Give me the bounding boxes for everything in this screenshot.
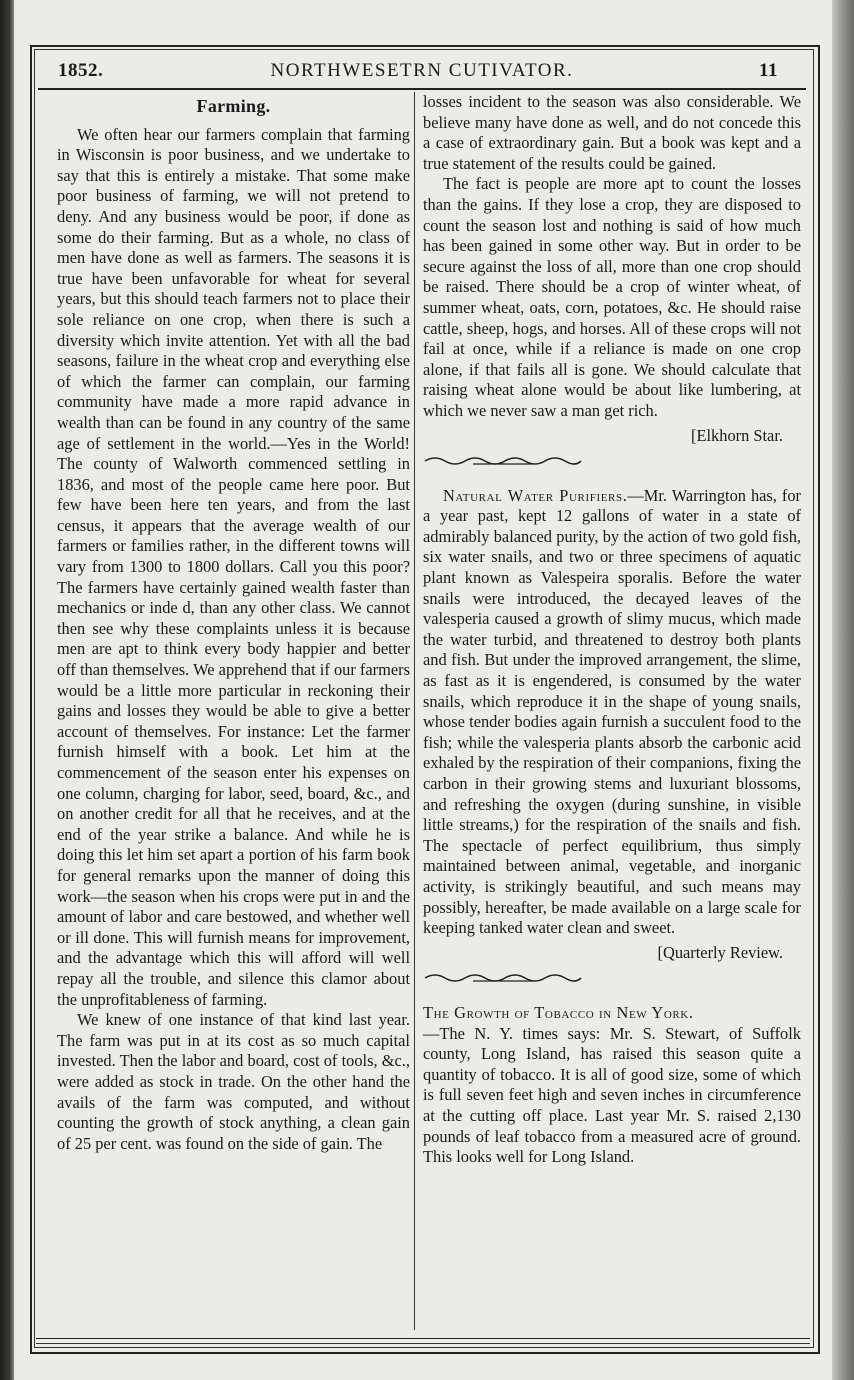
farming-paragraph-2: We knew of one instance of that kind last year. The farm was put in at its cost as so much capital invested. Then the labor and board, cost of tools, &c., were added as stock in trade. On the other hand the avails of the farm was computed, and without counting the growth of stock anything, a clean gain of 25 per cent. was found on the side of gain. The (57, 1010, 410, 1153)
water-purifiers-body: —Mr. Warrington has, for a year past, kept 12 gallons of water in a state of admirably balanced purity, by the action of two gold fish, six water snails, and two or three specimens of aquatic plant known as Valespeira sporalis. Before the water snails were introduced, the decayed leaves of the valesperia caused a growth of slimy mucus, which made the water turbid, and threatened to destroy both plants and fish. But under the improved arrangement, the slime, as fast as it is engendered, is consumed by the water snails, which reproduce it in the shape of young snails, whose tender bodies again furnish a succulent food to the fish; while the valesperia plants absorb the carbonic acid exhaled by the respiration of their companions, fixing the carbon in their growing stems and luxuriant blossoms, and refreshing the oxygen (during sunshine, in visible little streams,) for the respiration of the snails and fish. The spectacle of perfect equilibrium, thus simply maintained between animal, vegetable, and inorganic activity, is strikingly beautiful, and such means may possibly, hereafter, be made available on a large scale for keeping tanked water clean and sweet. (423, 485, 801, 938)
water-purifiers-heading: Natural Water Purifiers. (443, 485, 628, 505)
scan-left-edge (0, 0, 14, 1380)
tobacco-body: —The N. Y. times says: Mr. S. Stewart, of Suffolk county, Long Island, has raised this season quite a quantity of tobacco. It is all of good size, some of which is full seven feet high and seven inches in circumference at the cutting off place. Last year Mr. S. raised 2,130 pounds of leaf tobacco from a measured acre of ground. This looks well for Long Island. (423, 1023, 801, 1167)
column-separator (414, 92, 415, 1330)
wavy-rule-ornament-2 (423, 971, 583, 985)
right-column (423, 92, 801, 1168)
header-title: NORTHWESETRN CUTIVATOR. (270, 60, 574, 81)
page-number: 11 (759, 60, 778, 81)
header-rule (38, 88, 806, 90)
water-purifiers-article (423, 486, 801, 939)
footer-rule-inner (36, 1343, 810, 1344)
scan-right-edge (832, 0, 854, 1380)
farming-paragraph-3: The fact is people are more apt to count the losses than the gains. If they lose a crop, they are disposed to count the season lost and nothing is said of how much has been gained in some other way. But in order to be secure against the loss of all, more than one crop should be raised. There should be a crop of winter wheat, of summer wheat, oats, corn, potatoes, &c. He should raise cattle, sheep, hogs, and horses. All of these crops will not fail at once, while if a reliance is made on one crop alone, if that fails all is gone. We should calculate that raising wheat alone would be about like lumbering, at which we never saw a man get rich. (423, 174, 801, 420)
signature-elkhorn-star: [Elkhorn Star. (691, 425, 783, 445)
farming-continuation: losses incident to the season was also considerable. We believe many have done as well, and do not concede this a case of extraordinary gain. But a book was kept and a true statement of the results could be gained. (423, 92, 801, 173)
tobacco-heading: The Growth of Tobacco in New York. (423, 1002, 694, 1022)
page-header (36, 58, 808, 86)
signature-quarterly-review: [Quarterly Review. (657, 942, 783, 962)
tobacco-article (423, 1003, 801, 1168)
article-heading-farming: Farming. (196, 96, 271, 116)
header-year: 1852. (58, 60, 104, 81)
footer-rule (36, 1338, 810, 1339)
farming-paragraph-1: We often hear our farmers complain that farming in Wisconsin is poor business, and we undertake to say that this is entirely a mistake. That some make poor business of farming, we will not pretend to deny. And any business would be poor, if done as some do their farming. But as a whole, no class of men have done as well as farmers. The seasons it is true have been unfavorable for wheat for several years, but this should teach farmers not to place their sole reliance on one crop, when there is such a diversity which invite attention. Yet with all the bad seasons, failure in the wheat crop and everything else of which the farmer can complain, our farming community have made a more rapid advance in wealth than can be found in any country of the same age of settlement in the world.—Yes in the World! The county of Walworth commenced settling in 1836, and most of the people came here poor. But few have been here ten years, and from the last census, it appears that the average wealth of our farmers or families rather, in the different towns will vary from 1300 to 1800 dollars. Call you this poor? The farmers have certainly gained wealth faster than mechanics or inde d, than any other class. We cannot then see why these complaints unless it is because men are apt to think every body happier and better off than themselves. We apprehend that if our farmers would be a little more particular in reckoning their gains and losses they would be able to give a better account of themselves. For instance: Let the farmer furnish himself with a book. Let him at the commencement of the season enter his expenses on one column, charging for labor, seed, board, &c., and on another credit for all that he receives, and at the end of the year strike a balance. And while he is doing this let him set apart a portion of his farm book for general remarks upon the manner of doing this work—the season when his crops were put in and the amount of labor and care bestowed, and whether well or ill done. This will furnish means for improvement, and the advantage which this will afford will well repay all the trouble, and silence this clamor about the unprofitableness of farming. (57, 124, 410, 1009)
wavy-rule-ornament (423, 454, 583, 468)
left-column (57, 96, 410, 1154)
